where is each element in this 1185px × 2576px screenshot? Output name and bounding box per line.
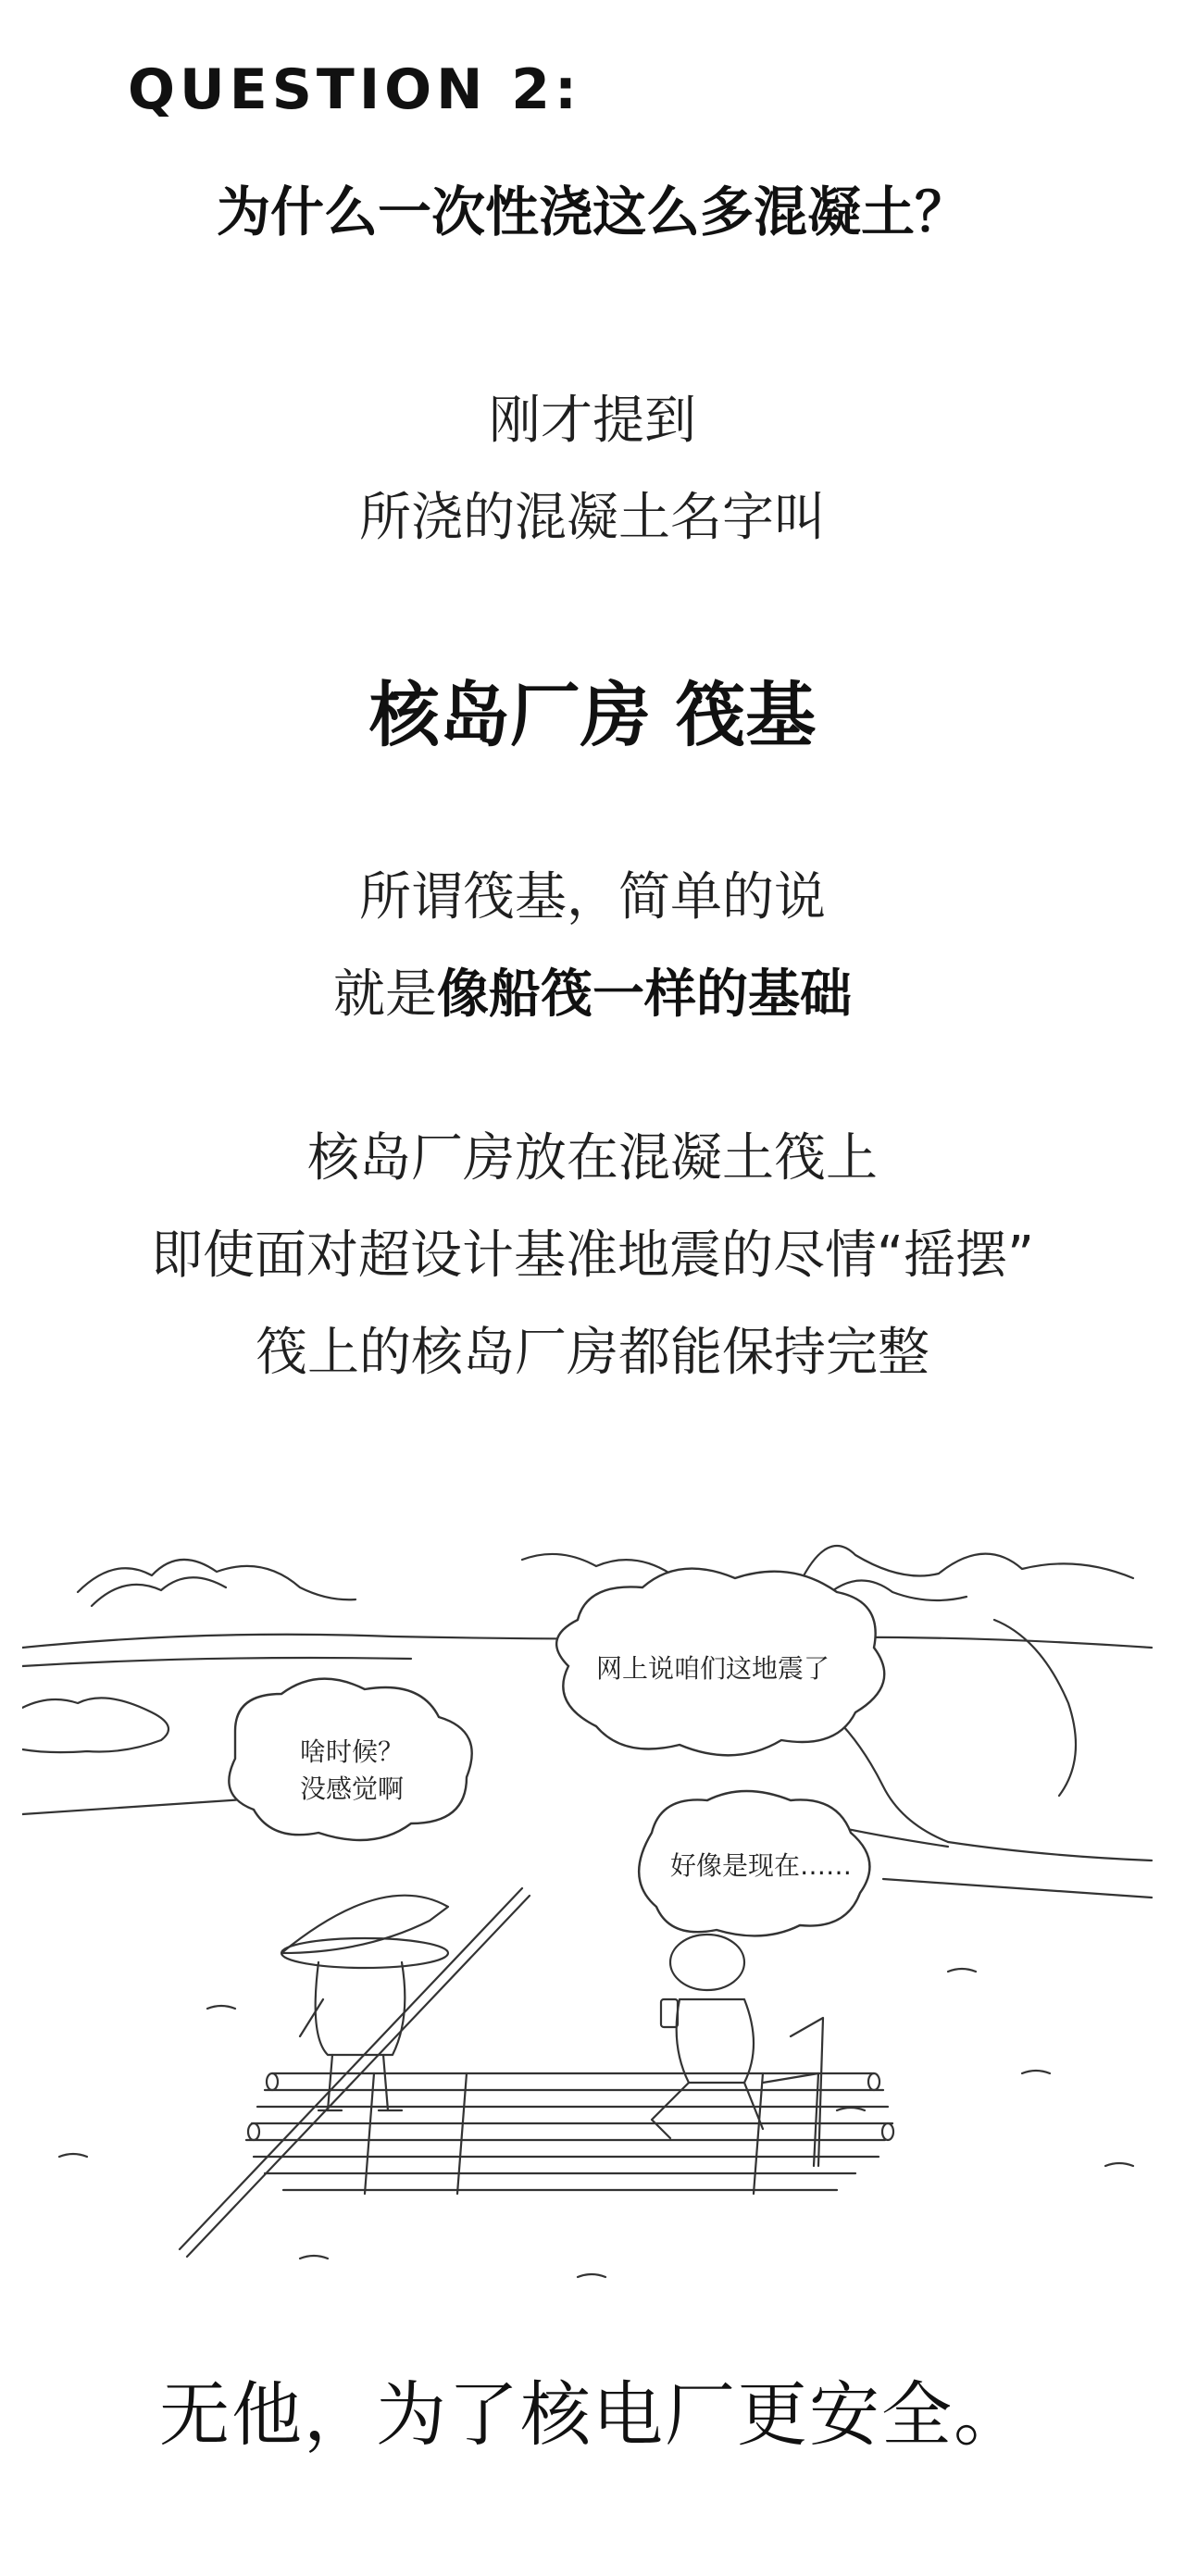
bubble-left-line-2: 没感觉啊 — [300, 1773, 405, 1804]
seated-man — [652, 1935, 823, 2166]
explanation-line-3: 筏上的核岛厂房都能保持完整 — [256, 1323, 929, 1383]
bubble-center-text: 好像是现在…… — [670, 1850, 853, 1881]
question-label: QUESTION 2: — [128, 57, 582, 122]
mountain-center — [522, 1554, 670, 1574]
term-heading: 核岛厂房 筏基 — [368, 674, 817, 756]
question-text: 为什么一次性浇这么多混凝土？ — [216, 180, 968, 243]
mountain-left — [78, 1560, 356, 1599]
raft-illustration — [22, 1518, 1163, 2305]
conclusion: 无他，为了核电厂更安全。 — [159, 2373, 1026, 2456]
definition-line-1: 所谓筏基，简单的说 — [359, 867, 826, 927]
explanation-line-1: 核岛厂房放在混凝土筏上 — [307, 1128, 878, 1188]
intro-line-2: 所浇的混凝土名字叫 — [359, 488, 826, 548]
definition-prefix: 就是 — [333, 964, 437, 1025]
definition-line-2 — [0, 953, 1185, 1027]
definition-emphasis: 像船筏一样的基础 — [437, 964, 852, 1025]
boatman — [281, 1896, 448, 2110]
bubble-top-text: 网上说咱们这地震了 — [596, 1653, 830, 1684]
explanation-line-2: 即使面对超设计基准地震的尽情“摇摆” — [150, 1226, 1035, 1286]
bubble-left-line-1: 啥时候？ — [300, 1736, 405, 1767]
intro-line-1: 刚才提到 — [489, 391, 696, 451]
